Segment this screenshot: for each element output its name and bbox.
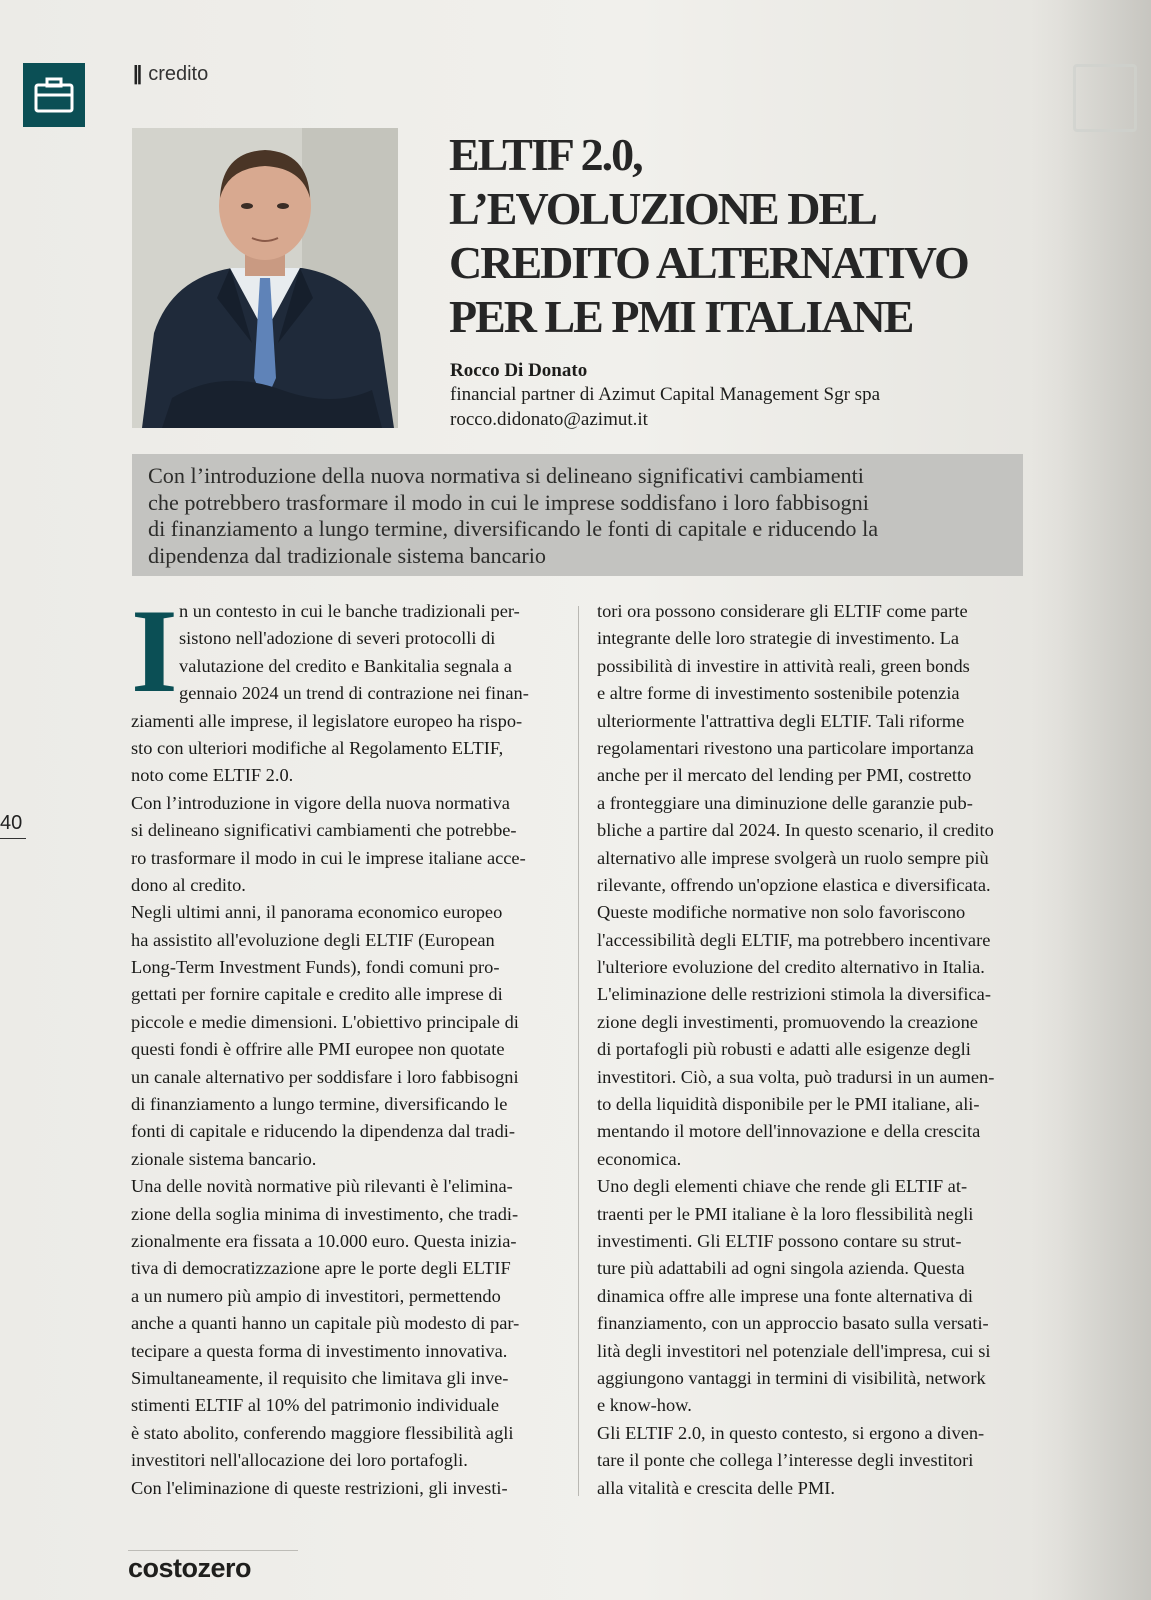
body-line: l'accessibilità degli ELTIF, ma potrebbero incentivare <box>597 929 991 950</box>
author-photo <box>132 128 398 428</box>
body-line: Queste modifiche normative non solo favoriscono <box>597 902 966 923</box>
body-line: gennaio 2024 un trend di contrazione nei finan- <box>179 683 529 704</box>
body-line: fonti di capitale e riducendo la dipendenza dal tradi- <box>131 1121 515 1142</box>
body-line: integrante delle loro strategie di investimento. La <box>597 628 960 649</box>
body-line: regolamentari rivestono una particolare importanza <box>597 737 974 758</box>
body-line: questi fondi è offrire alle PMI europee non quotate <box>131 1039 505 1060</box>
page-number-rule <box>0 838 26 839</box>
body-line: di finanziamento a lungo termine, diversificando le <box>131 1094 508 1115</box>
body-line: e know-how. <box>597 1395 692 1416</box>
body-line: traenti per le PMI italiane è la loro flessibilità negli <box>597 1203 974 1224</box>
body-line: dono al credito. <box>131 874 246 895</box>
body-line: anche a quanti hanno un capitale più modesto di par- <box>131 1313 520 1334</box>
page-number: 40 <box>0 812 23 834</box>
body-line: n un contesto in cui le banche tradizionali per- <box>179 601 520 621</box>
body-line: piccole e medie dimensioni. L'obiettivo principale di <box>131 1011 519 1032</box>
section-label: credito <box>148 63 209 85</box>
body-line: tecipare a questa forma di investimento innovativa. <box>131 1340 508 1361</box>
body-line: gettati per fornire capitale e credito alle imprese di <box>131 984 503 1005</box>
lead-line: di finanziamento a lungo termine, diversificando le fonti di capitale e riducendo la <box>148 516 879 541</box>
body-line: ture più adattabili ad ogni singola azienda. Questa <box>597 1258 965 1279</box>
body-line: Gli ELTIF 2.0, in questo contesto, si ergono a diven- <box>597 1422 985 1443</box>
body-line: aggiungono vantaggi in termini di visibilità, network <box>597 1367 986 1388</box>
body-line: tori ora possono considerare gli ELTIF come parte <box>597 601 968 621</box>
body-line: Con l’introduzione in vigore della nuova normativa <box>131 792 510 813</box>
body-line: Una delle novità normative più rilevanti è l'elimina- <box>131 1176 513 1197</box>
briefcase-icon <box>23 63 85 127</box>
body-column-right <box>597 598 1029 1502</box>
body-line: mentando il motore dell'innovazione e della crescita <box>597 1121 981 1142</box>
body-line: anche per il mercato del lending per PMI, costretto <box>597 765 972 786</box>
body-column-left <box>131 584 561 1502</box>
body-line: di portafogli più robusti e adatti alle esigenze degli <box>597 1039 971 1060</box>
body-line: L'eliminazione delle restrizioni stimola la diversifica- <box>597 984 991 1005</box>
author-role: financial partner di Azimut Capital Management Sgr spa <box>450 384 881 405</box>
body-line: è stato abolito, conferendo maggiore flessibilità agli <box>131 1422 514 1443</box>
body-line: Simultaneamente, il requisito che limitava gli inve- <box>131 1367 509 1388</box>
footer-rule <box>128 1550 298 1551</box>
body-line: e altre forme di investimento sostenibile potenzia <box>597 683 960 704</box>
lead-line: Con l’introduzione della nuova normativa si delineano significativi cambiamenti <box>148 463 864 488</box>
drop-cap: I <box>131 584 178 717</box>
body-line: stimenti ELTIF al 10% del patrimonio individuale <box>131 1395 500 1416</box>
body-line: ulteriormente l'attrattiva degli ELTIF. Tali riforme <box>597 710 965 731</box>
body-line: economica. <box>597 1148 682 1169</box>
author-email: rocco.didonato@azimut.it <box>450 409 648 430</box>
body-line: a fronteggiare una diminuzione delle garanzie pub- <box>597 792 973 813</box>
body-line: alternativo alle imprese svolgerà un ruolo sempre più <box>597 847 989 868</box>
body-line: zionale sistema bancario. <box>131 1148 317 1169</box>
body-line: Long-Term Investment Funds), fondi comuni pro- <box>131 957 500 978</box>
rubric-bars-icon: || <box>133 63 141 85</box>
body-line: lità degli investitori nel potenziale dell'impresa, cui si <box>597 1340 991 1361</box>
body-line: alla vitalità e crescita delle PMI. <box>597 1477 835 1498</box>
body-line: l'ulteriore evoluzione del credito alternativo in Italia. <box>597 957 985 978</box>
body-line: dinamica offre alle imprese una fonte alternativa di <box>597 1285 973 1306</box>
body-line: noto come ELTIF 2.0. <box>131 765 294 786</box>
body-line: investitori. Ciò, a sua volta, può tradursi in un aumen- <box>597 1066 995 1087</box>
body-line: Con l'eliminazione di queste restrizioni, gli investi- <box>131 1477 508 1498</box>
body-line: si delineano significativi cambiamenti che potrebbe- <box>131 820 517 841</box>
body-line: tiva di democratizzazione apre le porte degli ELTIF <box>131 1258 511 1279</box>
body-line: ziamenti alle imprese, il legislatore europeo ha rispo- <box>131 710 523 731</box>
body-line: a un numero più ampio di investitori, permettendo <box>131 1285 501 1306</box>
body-line: finanziamento, con un approccio basato sulla versati- <box>597 1313 989 1334</box>
article-title <box>449 128 1069 344</box>
body-line: zionalmente era fissata a 10.000 euro. Questa inizia- <box>131 1230 517 1251</box>
body-line: sto con ulteriori modifiche al Regolamento ELTIF, <box>131 737 504 758</box>
lead-line: dipendenza dal tradizionale sistema bancario <box>148 542 546 568</box>
title-line: PER LE PMI ITALIANE <box>449 291 913 342</box>
body-line: investimenti. Gli ELTIF possono contare su strut- <box>597 1230 962 1251</box>
author-name: Rocco Di Donato <box>450 360 588 381</box>
lead-paragraph-box <box>132 454 1023 576</box>
body-line: un canale alternativo per soddisfare i loro fabbisogni <box>131 1066 519 1087</box>
magazine-logo: costozero <box>128 1553 252 1583</box>
body-line: sistono nell'adozione di severi protocolli di <box>179 628 496 649</box>
body-line: possibilità di investire in attività reali, green bonds <box>597 655 970 676</box>
facing-page-icon <box>1073 64 1137 132</box>
column-divider <box>578 606 579 1496</box>
body-line: to della liquidità disponibile per le PMI italiane, ali- <box>597 1094 980 1115</box>
title-line: CREDITO ALTERNATIVO <box>449 237 968 288</box>
body-line: bliche a partire dal 2024. In questo scenario, il credito <box>597 820 994 841</box>
body-line: investitori nell'allocazione dei loro portafogli. <box>131 1450 468 1471</box>
body-line: rilevante, offrendo un'opzione elastica e diversificata. <box>597 874 991 895</box>
body-line: tare il ponte che collega l’interesse degli investitori <box>597 1450 974 1471</box>
title-line: L’EVOLUZIONE DEL <box>449 183 876 234</box>
body-line: valutazione del credito e Bankitalia segnala a <box>179 655 512 676</box>
body-line: ro trasformare il modo in cui le imprese italiane acce- <box>131 847 526 868</box>
lead-paragraph <box>132 454 1023 569</box>
body-line: ha assistito all'evoluzione degli ELTIF (European <box>131 929 495 950</box>
body-line: Negli ultimi anni, il panorama economico europeo <box>131 902 503 923</box>
body-line: Uno degli elementi chiave che rende gli ELTIF at- <box>597 1176 968 1197</box>
title-line: ELTIF 2.0, <box>449 129 642 180</box>
section-rubric <box>133 63 208 86</box>
body-line: zione della soglia minima di investimento, che tradi- <box>131 1203 519 1224</box>
body-line: zione degli investimenti, promuovendo la creazione <box>597 1011 978 1032</box>
lead-line: che potrebbero trasformare il modo in cui le imprese soddisfano i loro fabbisogni <box>148 489 869 515</box>
